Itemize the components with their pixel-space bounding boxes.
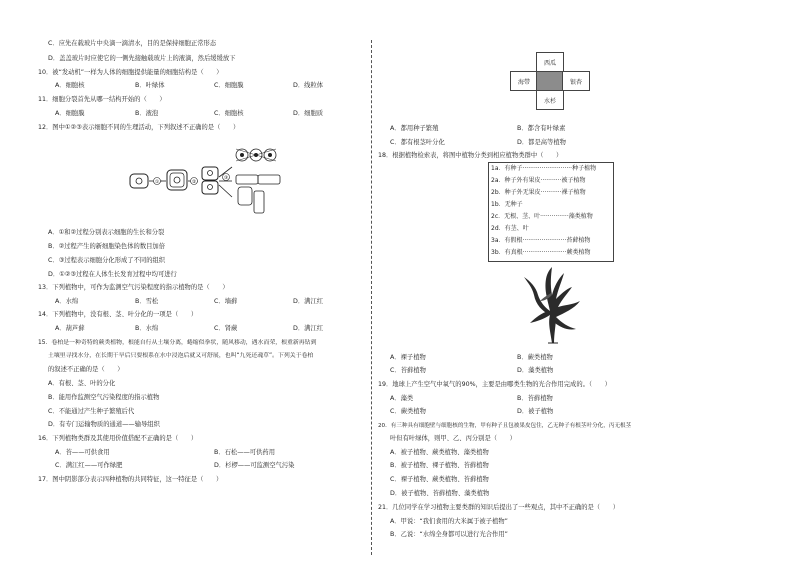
q19-stem: 19．地球上产生空气中氧气的90%，主要是由哪类生物的光合作用完成的。（ ） bbox=[378, 381, 611, 388]
cross-bottom: 水杉 bbox=[536, 90, 564, 110]
q21-opt-a: A．甲说：“我们食用的大米属于被子植物” bbox=[390, 518, 508, 525]
q19-opt-a: A．藻类 bbox=[390, 395, 414, 402]
q19-opt-b: B．苔藓植物 bbox=[517, 395, 553, 402]
q20-opt-b: B．被子植物、裸子植物、苔藓植物 bbox=[390, 462, 489, 469]
q10-opt-a: A．细胞核 bbox=[55, 82, 85, 89]
q10-stem: 10．被“发动机”一样为人体的细胞提供能量的细胞结构是（ ） bbox=[38, 69, 223, 76]
q15-option-d: D．有专门运输物质的通道——输导组织 bbox=[48, 421, 160, 428]
q21-opt-b: B．乙说：“水绵全身都可以进行光合作用” bbox=[390, 531, 508, 538]
q12-option-a: A．①和②过程分别表示细胞的生长和分裂 bbox=[48, 229, 165, 236]
q14-opt-c: C．肾蕨 bbox=[214, 325, 238, 332]
q9-option-c: C．应先在载玻片中央滴一滴清水，目的是保持细胞正常形态 bbox=[48, 40, 217, 47]
q20-opt-c: C．裸子植物、蕨类植物、苔藓植物 bbox=[390, 476, 489, 483]
q15-stem-1: 15．卷柏是一种奇特的蕨类植物，根能自行从土壤分离，蜷缩似拳状，随风移动，遇水而荣，根重新再钻到 bbox=[38, 340, 317, 346]
q9-option-d: D．盖盖玻片时应使它的一侧先接触载玻片上的液滴，然后缓缓放下 bbox=[48, 55, 236, 62]
q11-opt-a: A．细胞膜 bbox=[55, 110, 85, 117]
seaweed-illustration bbox=[520, 265, 584, 345]
q10-opt-c: C．细胞膜 bbox=[214, 82, 244, 89]
q20-stem-2: 叶但有叶绿体，则甲、乙、丙分别是（ ） bbox=[390, 435, 516, 442]
diagram-label-3: ③ bbox=[223, 176, 229, 181]
q12-stem: 12．图中①②③表示细胞不同的生理活动，下列叙述不正确的是（ ） bbox=[38, 124, 240, 131]
key-line: 2d．有茎、叶 bbox=[491, 225, 529, 232]
q12-option-b: B．②过程产生的新细胞染色体的数目加倍 bbox=[48, 243, 166, 250]
cell-process-diagram bbox=[128, 145, 298, 217]
diagram-label-2: ② bbox=[191, 180, 197, 185]
q11-opt-d: D．细胞质 bbox=[293, 110, 324, 117]
key-line: 1b．无种子 bbox=[491, 201, 523, 208]
q12-option-d: D．①②③过程在人体生长发育过程中均可进行 bbox=[48, 271, 177, 278]
q17-opt-c: C．都有根茎叶分化 bbox=[390, 139, 445, 146]
cross-right: 银杏 bbox=[562, 71, 590, 91]
q12-option-c: C．③过程表示细胞分化形成了不同的组织 bbox=[48, 257, 166, 264]
q16-opt-c: C．满江红——可作绿肥 bbox=[55, 462, 123, 469]
q14-stem: 14．下列植物中，没有根、茎、叶分化的一项是（ ） bbox=[38, 311, 198, 318]
q15-option-a: A．有根、茎、叶的分化 bbox=[48, 380, 116, 387]
q18-opt-d: D．藻类植物 bbox=[517, 367, 554, 374]
cross-left: 海带 bbox=[510, 71, 538, 91]
q13-opt-b: B．雪松 bbox=[135, 298, 159, 305]
q14-opt-a: A．葫芦藓 bbox=[55, 325, 85, 332]
q16-opt-a: A．苔——可供食用 bbox=[55, 449, 110, 456]
q18-stem: 18．根据植物检索表，将图中植物分类到相应植物类群中（ ） bbox=[378, 152, 563, 159]
q18-opt-b: B．蕨类植物 bbox=[517, 354, 553, 361]
key-line: 2a．种子外有果皮···········被子植物 bbox=[491, 177, 586, 184]
key-line: 3a．有假根·······················苔藓植物 bbox=[491, 237, 591, 244]
cross-top: 西瓜 bbox=[536, 52, 564, 72]
key-line: 1a．有种子··························种子植物 bbox=[491, 165, 597, 172]
q20-opt-d: D．被子植物、苔藓植物、藻类植物 bbox=[390, 490, 490, 497]
cross-center bbox=[536, 71, 564, 91]
q17-opt-a: A．都用种子繁殖 bbox=[390, 125, 439, 132]
q19-opt-c: C．蕨类植物 bbox=[390, 408, 426, 415]
key-line: 2c．无根、茎、叶···············藻类植物 bbox=[491, 213, 593, 220]
q15-stem-2: 土壤里寻找水分，在长期干旱后只要根系在水中浸泡后就又可舒展，也叫“九死还魂草”。下列关于卷柏 bbox=[48, 353, 314, 359]
q11-stem: 11．细胞分裂首先从哪一结构开始的（ ） bbox=[38, 96, 166, 103]
q13-opt-c: C．墙藓 bbox=[214, 298, 238, 305]
q21-stem: 21．几位同学在学习植物主要类群的知识后提出了一些观点，其中不正确的是（ ） bbox=[378, 504, 619, 511]
q17-opt-d: D．都是高等植物 bbox=[517, 139, 566, 146]
q11-opt-c: C．细胞核 bbox=[214, 110, 244, 117]
q16-opt-b: B．石松——可供药用 bbox=[214, 449, 275, 456]
q18-opt-a: A．裸子植物 bbox=[390, 354, 426, 361]
q15-option-c: C．不能通过产生种子繁殖后代 bbox=[48, 408, 135, 415]
q17-opt-b: B．都含有叶绿素 bbox=[517, 125, 566, 132]
column-divider bbox=[371, 40, 372, 555]
q13-opt-d: D．满江红 bbox=[293, 298, 324, 305]
plant-key-table bbox=[488, 162, 614, 262]
q20-opt-a: A．被子植物、蕨类植物、藻类植物 bbox=[390, 449, 489, 456]
q19-opt-d: D．被子植物 bbox=[517, 408, 554, 415]
q14-opt-b: B．水绵 bbox=[135, 325, 159, 332]
q15-stem-3: 的叙述不正确的是（ ） bbox=[48, 366, 124, 373]
q11-opt-b: B．液泡 bbox=[135, 110, 159, 117]
diagram-label-1: ① bbox=[154, 180, 160, 185]
q14-opt-d: D．满江红 bbox=[293, 325, 324, 332]
key-line: 3b．有真根·······················蕨类植物 bbox=[491, 249, 591, 256]
q17-stem: 17．图中阴影部分表示四种植物的共同特征，这一特征是（ ） bbox=[38, 476, 223, 483]
q16-stem: 16．下列植物类群及其使用价值搭配不正确的是（ ） bbox=[38, 435, 198, 442]
key-line: 2b．种子外无果皮···········裸子植物 bbox=[491, 189, 586, 196]
q16-opt-d: D．杉椤——可监测空气污染 bbox=[214, 462, 295, 469]
q18-opt-c: C．苔藓植物 bbox=[390, 367, 426, 374]
q20-stem-1: 20．有三种具有细胞壁与细胞核的生物，甲有种子且包被果皮包住，乙无种子有根茎叶分化，丙无根茎 bbox=[378, 423, 632, 429]
q10-opt-b: B．叶绿体 bbox=[135, 82, 165, 89]
q13-opt-a: A．水绵 bbox=[55, 298, 79, 305]
q13-stem: 13．下列植物中，可作为监测空气污染程度的指示植物的是（ ） bbox=[38, 284, 229, 291]
q10-opt-d: D．线粒体 bbox=[293, 82, 324, 89]
q15-option-b: B．能用作监测空气污染程度的指示植物 bbox=[48, 394, 160, 401]
